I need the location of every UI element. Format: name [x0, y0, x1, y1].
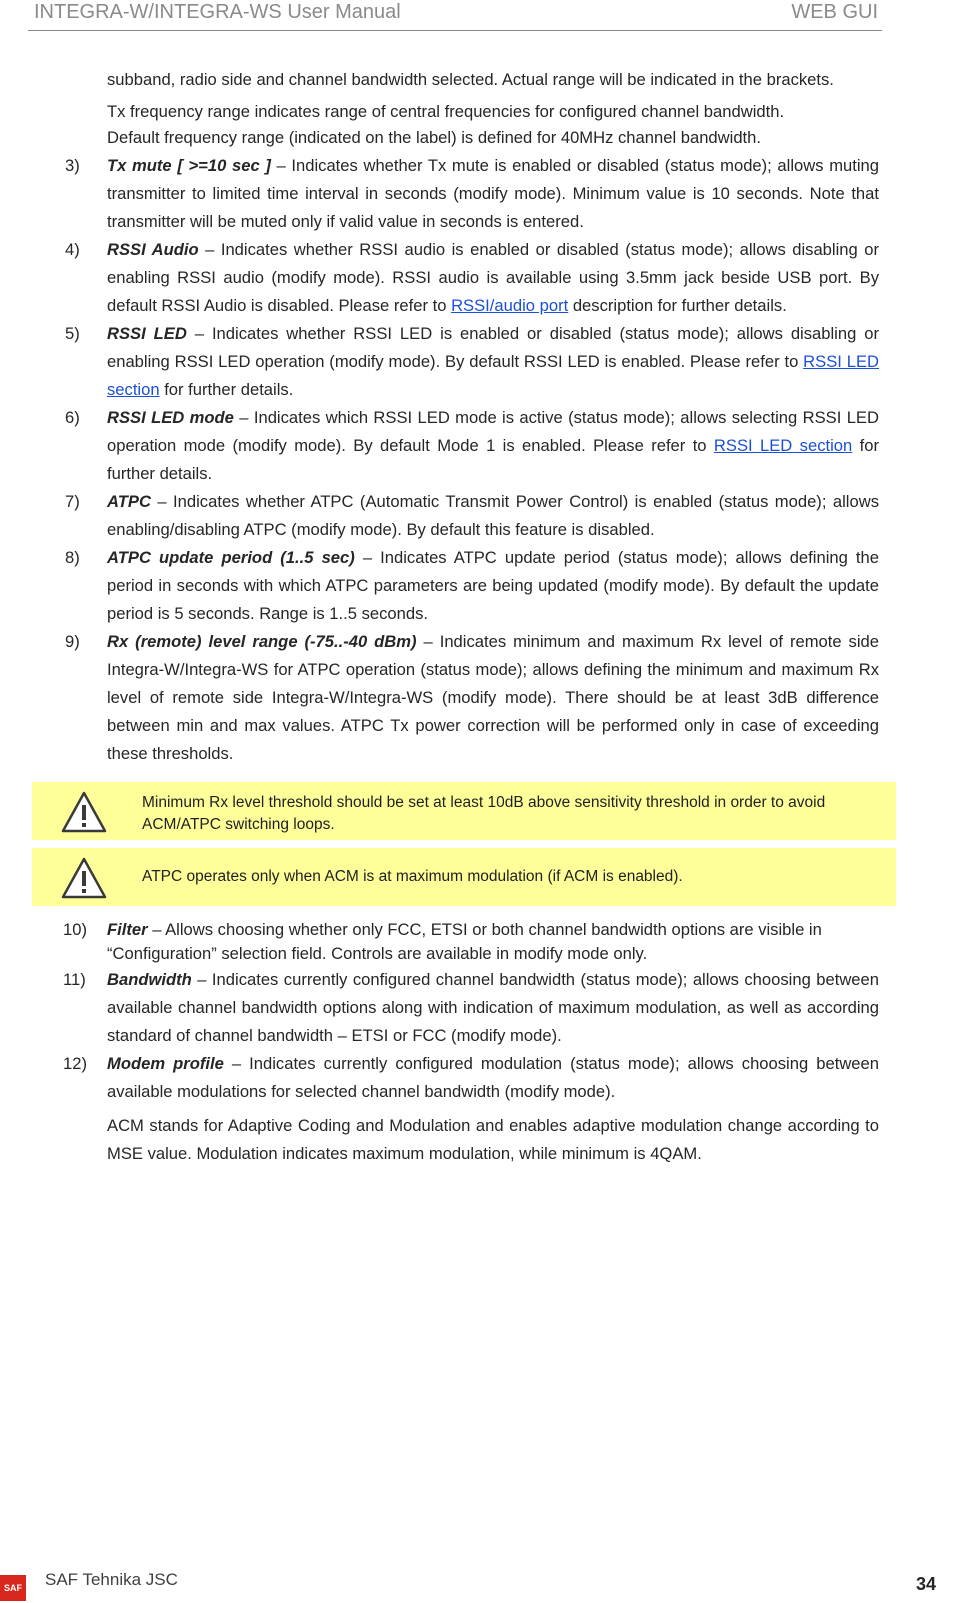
list-item-rssi-audio [65, 236, 879, 320]
item-tail: for further details. [107, 436, 879, 483]
item-number: 8) [65, 548, 80, 567]
item-term: Rx (remote) level range (-75..-40 dBm) [107, 632, 417, 651]
item-number: 12) [63, 1054, 87, 1073]
item-number: 10) [63, 920, 87, 939]
note-text: ATPC operates only when ACM is at maximum modulation (if ACM is enabled). [142, 868, 683, 885]
acm-paragraph: ACM stands for Adaptive Coding and Modulation and enables adaptive modulation change according to MSE value. Modulation indicates maximum modulation, while minimum is 4QAM. [107, 1116, 879, 1163]
item-number: 4) [65, 240, 80, 259]
item-term: Filter [107, 920, 148, 939]
manual-title: INTEGRA-W/INTEGRA-WS User Manual [34, 1, 401, 23]
item-number: 7) [65, 492, 80, 511]
footer-company: SAF Tehnika JSC [45, 1570, 178, 1589]
item-term: Tx mute [ >=10 sec ] [107, 156, 271, 175]
list-item-modem-profile [63, 1050, 879, 1106]
warning-icon [60, 856, 108, 900]
item-term: Modem profile [107, 1054, 224, 1073]
item-term: RSSI LED mode [107, 408, 234, 427]
list-item-tx-mute [65, 152, 880, 236]
list-item-rssi-led [65, 320, 880, 404]
item-number: 5) [65, 324, 80, 343]
item-term: ATPC update period (1..5 sec) [107, 548, 355, 567]
item-term: ATPC [107, 492, 151, 511]
note-text: Minimum Rx level threshold should be set at least 10dB above sensitivity threshold in order to avoid ACM/ATPC switching loops. [142, 794, 826, 833]
item-text: – Indicates currently configured channel bandwidth (status mode); allows choosing between available channel bandwidth options along with indication of maximum modulation, as well as according standard of channel bandwidth – ETSI or FCC (modify mode). [107, 970, 879, 1045]
warning-note-2 [32, 848, 896, 906]
item-text: – Indicates ATPC update period (status mode); allows defining the period in seconds with which ATPC parameters are being updated (modify mode). By default the update period is 5 seconds. Range is 1..5 seconds. [107, 548, 879, 623]
item-text: – Indicates which RSSI LED mode is active (status mode); allows selecting RSSI LED operation mode (modify mode). By default Mode 1 is enabled. Please refer to [107, 408, 879, 455]
list-item-atpc [65, 488, 879, 544]
page-content [0, 66, 956, 1168]
item-number: 11) [63, 970, 86, 989]
list-item-rssi-led-mode [65, 404, 879, 488]
intro-paragraph-1: subband, radio side and channel bandwidth selected. Actual range will be indicated in the brackets. [107, 70, 834, 89]
list-item-filter [63, 918, 867, 966]
item-text: – Indicates currently configured modulation (status mode); allows choosing between available modulations for selected channel bandwidth (modify mode). [107, 1054, 879, 1101]
item-text: – Indicates whether RSSI LED is enabled or disabled (status mode); allows disabling or enabling RSSI LED operation (modify mode). By default RSSI LED is enabled. Please refer to [107, 324, 880, 371]
intro-paragraph-3: Default frequency range (indicated on the label) is defined for 40MHz channel bandwidth. [107, 128, 762, 147]
item-term: RSSI LED [107, 324, 187, 343]
list-item-rx-remote-level-range [65, 628, 879, 768]
rssi-led-section-link[interactable]: RSSI LED section [107, 352, 879, 399]
rssi-led-section-link[interactable]: RSSI LED section [713, 436, 853, 455]
item-tail: description for further details. [568, 296, 787, 315]
item-text: – Allows choosing whether only FCC, ETSI or both channel bandwidth options are visible in “Configuration” selection field. Controls are available in modify mode only. [107, 920, 822, 963]
intro-paragraph-2: Tx frequency range indicates range of central frequencies for configured channel bandwidth. [107, 102, 785, 121]
item-number: 9) [65, 632, 80, 651]
item-text: – Indicates minimum and maximum Rx level of remote side Integra-W/Integra-WS for ATPC operation (status mode); allows defining the minimum and maximum Rx level of remote side Integra-W/Integra-WS (modify mode). There should be at least 3dB difference between min and max values. ATPC Tx power correction will be performed only in case of exceeding these thresholds. [107, 632, 879, 763]
item-term: Bandwidth [107, 970, 192, 989]
warning-note-1 [32, 782, 896, 840]
saf-logo: SAF [0, 1575, 26, 1601]
item-text: – Indicates whether RSSI audio is enabled or disabled (status mode); allows disabling or enabling RSSI audio (modify mode). RSSI audio is available using 3.5mm jack beside USB port. By default RSSI Audio is disabled. Please refer to [107, 240, 879, 315]
warning-icon [60, 790, 108, 834]
item-text: – Indicates whether Tx mute is enabled or disabled (status mode); allows muting transmitter to limited time interval in seconds (modify mode). Minimum value is 10 seconds. Note that transmitter will be muted only if valid value in seconds is entered. [107, 156, 880, 231]
list-item-bandwidth [63, 966, 879, 1050]
page-number: 34 [915, 1574, 936, 1594]
item-text: – Indicates whether ATPC (Automatic Transmit Power Control) is enabled (status mode); allows enabling/disabling ATPC (modify mode). By default this feature is disabled. [107, 492, 879, 539]
rssi-audio-port-link[interactable]: RSSI/audio port [451, 296, 569, 315]
item-tail: for further details. [159, 380, 294, 399]
list-item-atpc-update-period [65, 544, 879, 628]
item-term: RSSI Audio [107, 240, 199, 259]
item-number: 3) [65, 156, 80, 175]
item-number: 6) [65, 408, 80, 427]
section-title: WEB GUI [791, 1, 878, 23]
page-header [28, 0, 882, 31]
